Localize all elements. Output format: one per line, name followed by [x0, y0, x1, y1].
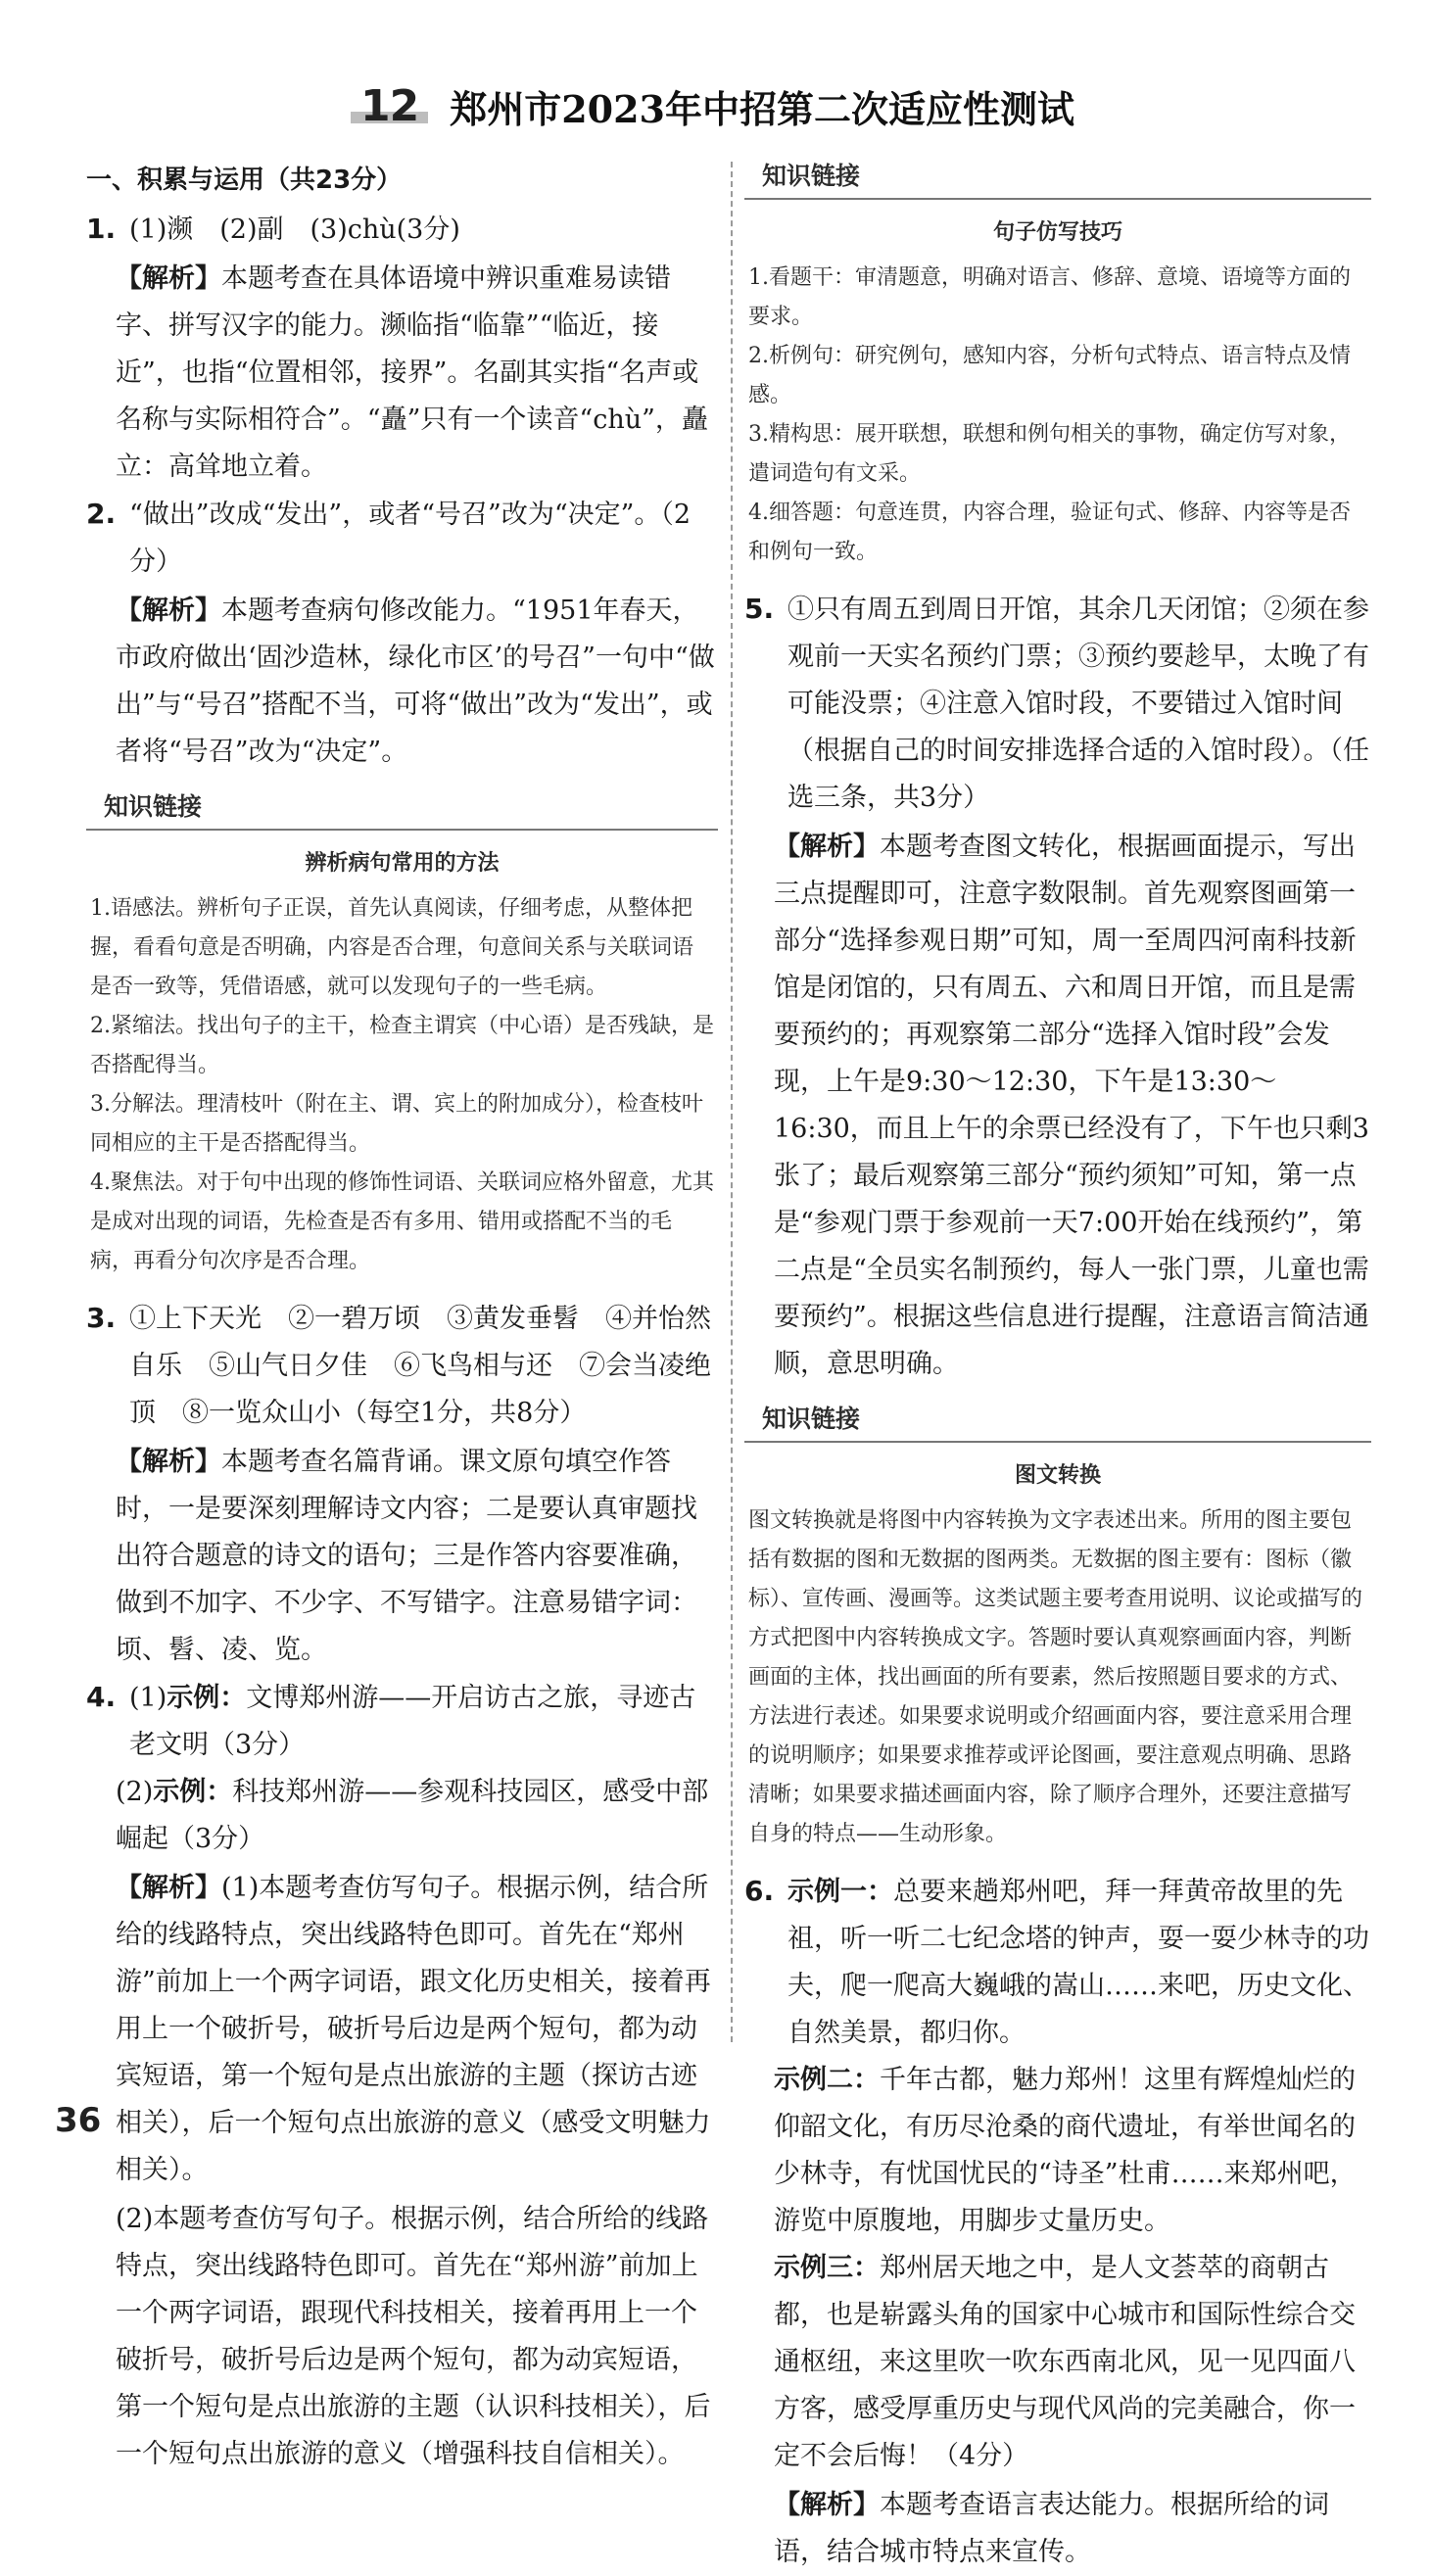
question-2-answer-text: “做出”改成“发出”，或者“号召”改为“决定”。（2分）: [129, 500, 692, 577]
question-1-answer: [86, 206, 718, 254]
page-title: 郑州市2023年中招第二次适应性测试: [450, 86, 1074, 131]
knowledge-box-heading: 知识链接: [744, 1400, 1371, 1443]
test-number-badge: 12: [357, 81, 422, 131]
column-divider: [731, 162, 733, 2042]
knowledge-text: 图文转换就是将图中内容转换为文字表述出来。所用的图主要包括有数据的图和无数据的图两类。无数据的图主要有：图标（徽标）、宣传画、漫画等。这类试题主要考查用说明、议论或描写的方式把图中内容转换成文字。答题时要认真观察画面内容，判断画面的主体，找出画面的所有要素，然后按照题目要求的方式、方法进行表述。如果要求说明或介绍画面内容，要注意采用合理的说明顺序；如果要求推荐或评论图画，要注意观点明确、思路清晰；如果要求描述画面内容，除了顺序合理外，还要注意描写自身的特点——生动形象。: [748, 1508, 1363, 1846]
analysis-tag: 【解析】: [774, 832, 880, 862]
question-2-analysis: [86, 588, 718, 776]
question-2-answer: [86, 491, 718, 586]
question-6-example-2: [744, 2057, 1371, 2245]
question-5-analysis-text: 本题考查图文转化，根据画面提示，写出三点提醒即可，注意字数限制。首先观察图画第一部分“选择参观日期”可知，周一至周四河南科技新馆是闭馆的，只有周五、六和周日开馆，而且是需要预约的；再观察第二部分“选择入馆时段”会发现，上午是9:30～12:30，下午是13:30～16:30，而且上午的余票已经没有了，下午也只剩3张了；最后观察第三部分“预约须知”可知，第一点是“参观门票于参观前一天7:00开始在线预约”，第二点是“全员实名制预约，每人一张门票，儿童也需要预约”。根据这些信息进行提醒，注意语言简洁通顺，意思明确。: [774, 832, 1369, 1379]
question-6-analysis-text: 本题考查语言表达能力。根据所给的词语，结合城市特点来宣传。: [774, 2490, 1329, 2567]
question-4-analysis-1-text: (1)本题考查仿写句子。根据示例，结合所给的线路特点，突出线路特色即可。首先在“郑州游”前加上一个两字词语，跟文化历史相关，接着再用上一个破折号，破折号后边是两个短句，都为动宾短语，第一个短句是点出旅游的主题（探访古迹相关），后一个短句点出旅游的意义（感受文明魅力相关）。: [116, 1873, 711, 2185]
question-4-part-1-text: 文博郑州游——开启访古之旅，寻迹古老文明（3分）: [129, 1683, 696, 1760]
section-title: 一、积累与运用（共23分）: [86, 166, 403, 195]
knowledge-item: 2.紧缩法。找出句子的主干，检查主谓宾（中心语）是否残缺，是否搭配得当。: [90, 1014, 714, 1077]
knowledge-box-heading: 知识链接: [744, 157, 1371, 200]
knowledge-item: 3.分解法。理清枝叶（附在主、谓、宾上的附加成分），检查枝叶同相应的主干是否搭配得当。: [90, 1092, 703, 1156]
question-3-number: 3.: [86, 1302, 117, 1334]
question-4-analysis-1: [86, 1865, 718, 2194]
knowledge-box-subtitle: 辨析病句常用的方法: [305, 851, 500, 876]
analysis-tag: 【解析】: [116, 263, 221, 294]
question-4-number: 4.: [86, 1681, 117, 1713]
question-4-answer-1: [86, 1674, 718, 1769]
question-5-analysis: [744, 824, 1371, 1388]
question-6-analysis: [744, 2482, 1371, 2576]
knowledge-item: 3.精构思：展开联想，联想和例句相关的事物，确定仿写对象，遣词造句有文采。: [748, 422, 1351, 486]
question-6-example-1: [744, 1868, 1371, 2057]
question-4-analysis-2: (2)本题考查仿写句子。根据示例，结合所给的线路特点，突出线路特色即可。首先在“郑州游”前加上一个两字词语，跟现代科技相关，接着再用上一个破折号，破折号后边是两个短句，都为动宾短语，第一个短句是点出旅游的主题（认识科技相关），后一个短句点出旅游的意义（增强科技自信相关）。: [116, 2204, 711, 2469]
page-number: 36: [55, 2101, 102, 2140]
question-1-number: 1.: [86, 213, 117, 245]
left-column: [86, 157, 718, 2478]
question-6-example-3-text: 郑州居天地之中，是人文荟萃的商朝古都，也是崭露头角的国家中心城市和国际性综合交通枢纽，来这里吹一吹东西南北风，见一见四面八方客，感受厚重历史与现代风尚的完美融合，你一定不会后悔！（4分）: [774, 2253, 1356, 2471]
question-6-example-2-text: 千年古都，魅力郑州！这里有辉煌灿烂的仰韶文化，有历尽沧桑的商代遗址，有举世闻名的少林寺，有忧国忧民的“诗圣”杜甫……来郑州吧，游览中原腹地，用脚步丈量历史。: [774, 2065, 1357, 2236]
knowledge-item: 1.语感法。辨析句子正误，首先认真阅读，仔细考虑，从整体把握，看看句意是否明确，内容是否合理，句意间关系与关联词语是否一致等，凭借语感，就可以发现句子的一些毛病。: [90, 896, 694, 999]
knowledge-box-image-text: [744, 1400, 1371, 1854]
knowledge-item: 4.细答题：句意连贯，内容合理，验证句式、修辞、内容等是否和例句一致。: [748, 501, 1351, 564]
question-5-number: 5.: [744, 593, 775, 625]
question-3-analysis-text: 本题考查名篇背诵。课文原句填空作答时，一是要深刻理解诗文内容；二是要认真审题找出符合题意的诗文的语句；三是作答内容要准确，做到不加字、不少字、不写错字。注意易错字词：顷、髫、凌、览。: [116, 1447, 697, 1665]
analysis-tag: 【解析】: [116, 596, 221, 626]
question-4-part-2-text: 科技郑州游——参观科技园区，感受中部崛起（3分）: [116, 1777, 709, 1854]
knowledge-box-sentence-errors: [86, 787, 718, 1281]
question-4-answer-2: [86, 1769, 718, 1863]
question-6-example-3: [744, 2245, 1371, 2480]
question-3-analysis: [86, 1439, 718, 1674]
question-3-answer-text: ①上下天光 ②一碧万顷 ③黄发垂髫 ④并怡然自乐 ⑤山气日夕佳 ⑥飞鸟相与还 ⑦会当凌绝顶 ⑧一览众山小（每空1分，共8分）: [129, 1304, 711, 1428]
question-5-answer-text: ①只有周五到周日开馆，其余几天闭馆；②须在参观前一天实名预约门票；③预约要趁早，太晚了有可能没票；④注意入馆时段，不要错过入馆时间（根据自己的时间安排选择合适的入馆时段）。（任选三条，共3分）: [787, 595, 1369, 813]
question-6-number: 6.: [744, 1875, 775, 1907]
question-4-part-2-prefix: (2): [116, 1777, 154, 1807]
example-label: 示例二：: [774, 2065, 880, 2095]
example-label: 示例三：: [774, 2253, 880, 2283]
question-1-analysis: [86, 256, 718, 491]
example-label: 示例：: [167, 1683, 247, 1713]
knowledge-item: 1.看题干：审清题意，明确对语言、修辞、意境、语境等方面的要求。: [748, 265, 1351, 329]
analysis-tag: 【解析】: [774, 2490, 880, 2520]
question-5-answer: [744, 586, 1371, 822]
question-1-analysis-text: 本题考查在具体语境中辨识重难易读错字、拼写汉字的能力。濒临指“临靠”“临近，接近”，也指“位置相邻，接界”。名副其实指“名声或名称与实际相符合”。“矗”只有一个读音“chù”，矗立：高耸地立着。: [116, 263, 708, 482]
knowledge-box-subtitle: 句子仿写技巧: [992, 220, 1122, 245]
question-6-example-1-text: 总要来趟郑州吧，拜一拜黄帝故里的先祖，听一听二七纪念塔的钟声，耍一耍少林寺的功夫，爬一爬高大巍峨的嵩山……来吧，历史文化、自然美景，都归你。: [787, 1877, 1369, 2048]
knowledge-item: 4.聚焦法。对于句中出现的修饰性词语、关联词应格外留意，尤其是成对出现的词语，先检查是否有多用、错用或搭配不当的毛病，再看分句次序是否合理。: [90, 1170, 714, 1273]
analysis-tag: 【解析】: [116, 1873, 221, 1903]
knowledge-box-imitation: [744, 157, 1371, 572]
page-header: [0, 76, 1431, 135]
example-label: 示例一：: [787, 1877, 893, 1907]
example-label: 示例：: [153, 1777, 233, 1807]
question-4-part-1-prefix: (1): [129, 1683, 167, 1713]
knowledge-box-subtitle: 图文转换: [1014, 1463, 1101, 1488]
knowledge-item: 2.析例句：研究例句，感知内容，分析句式特点、语言特点及情感。: [748, 344, 1351, 407]
analysis-tag: 【解析】: [116, 1447, 221, 1477]
question-1-answer-text: (1)濒 (2)副 (3)chù(3分): [129, 215, 460, 245]
right-column: [744, 157, 1371, 2576]
question-2-analysis-text: 本题考查病句修改能力。“1951年春天，市政府做出‘固沙造林，绿化市区’的号召”一句中“做出”与“号召”搭配不当，可将“做出”改为“发出”，或者将“号召”改为“决定”。: [116, 596, 715, 767]
question-2-number: 2.: [86, 498, 117, 530]
knowledge-box-heading: 知识链接: [86, 787, 718, 831]
question-3-answer: [86, 1295, 718, 1437]
